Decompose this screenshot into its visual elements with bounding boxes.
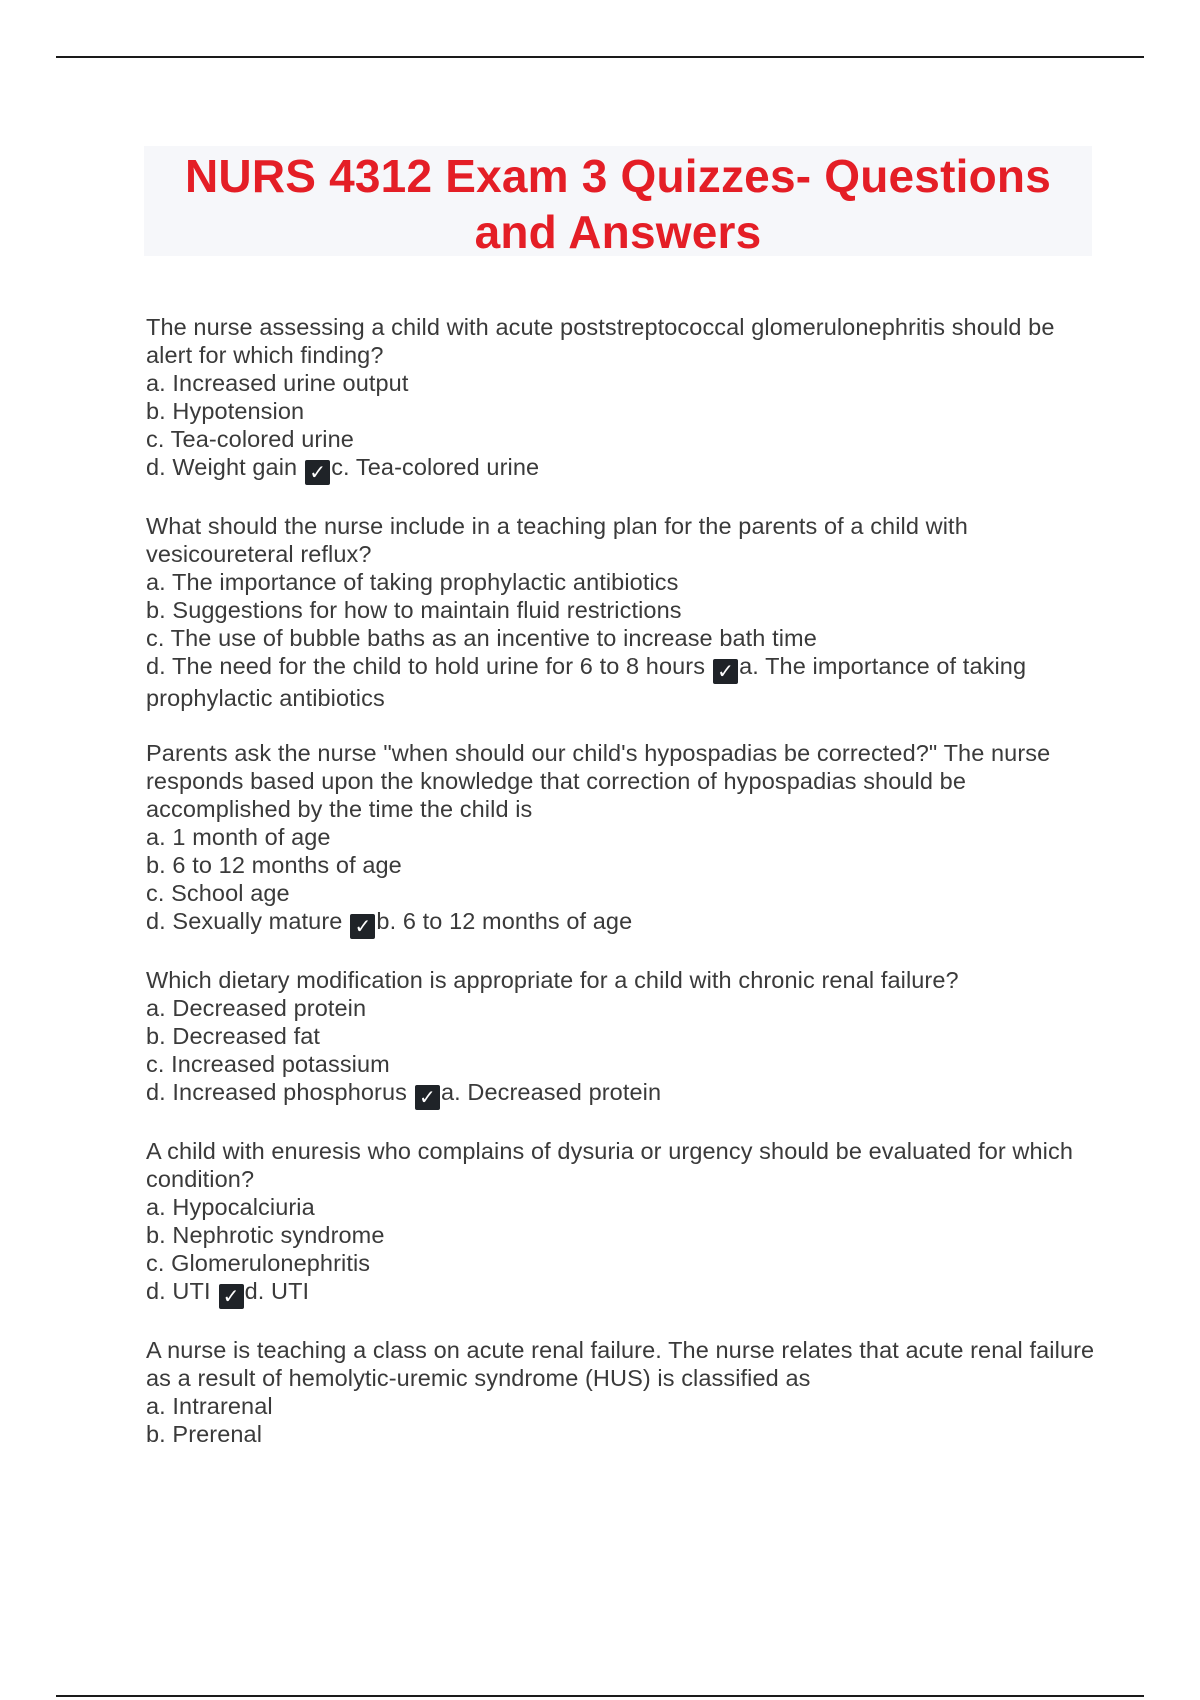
bottom-rule	[56, 1695, 1144, 1697]
question-block	[146, 1137, 1106, 1309]
option: a. 1 month of age	[146, 824, 331, 850]
answer: a. Decreased protein	[440, 1079, 662, 1105]
option: a. Decreased protein	[146, 995, 367, 1021]
questions-list	[146, 313, 1106, 1475]
option-last-with-answer	[146, 453, 1106, 485]
question-text: Which dietary modification is appropriate for a child with chronic renal failure?	[146, 967, 959, 993]
option: b. Nephrotic syndrome	[146, 1222, 385, 1248]
option: c. The use of bubble baths as an incentive to increase bath time	[146, 625, 817, 651]
option: c. Glomerulonephritis	[146, 1250, 371, 1276]
question-text: A child with enuresis who complains of dysuria or urgency should be evaluated for which condition?	[146, 1138, 1074, 1192]
page-title: NURS 4312 Exam 3 Quizzes- Questions and Answers	[185, 150, 1051, 258]
option: c. Increased potassium	[146, 1051, 390, 1077]
option: d. Sexually mature	[146, 908, 343, 934]
checkmark-icon: ✓	[713, 659, 738, 684]
answer: a. The importance of taking prophylactic antibiotics	[146, 653, 1027, 711]
option: b. Prerenal	[146, 1421, 263, 1447]
option: c. Tea-colored urine	[146, 426, 354, 452]
option-last-with-answer	[146, 1277, 1106, 1309]
option: b. Hypotension	[146, 398, 305, 424]
option-last-with-answer	[146, 907, 1106, 939]
checkmark-icon: ✓	[350, 914, 375, 939]
option: d. Weight gain	[146, 454, 298, 480]
answer: d. UTI	[244, 1278, 310, 1304]
checkmark-icon: ✓	[415, 1085, 440, 1110]
option: a. Hypocalciuria	[146, 1194, 315, 1220]
option: d. The need for the child to hold urine for 6 to 8 hours	[146, 653, 706, 679]
option-last-with-answer	[146, 652, 1106, 712]
question-block	[146, 313, 1106, 485]
option: a. Increased urine output	[146, 370, 409, 396]
option: b. 6 to 12 months of age	[146, 852, 402, 878]
option: a. The importance of taking prophylactic antibiotics	[146, 569, 679, 595]
answer: b. 6 to 12 months of age	[376, 908, 633, 934]
option: d. UTI	[146, 1278, 211, 1304]
checkmark-icon: ✓	[219, 1284, 244, 1309]
option: d. Increased phosphorus	[146, 1079, 407, 1105]
question-block	[146, 966, 1106, 1110]
title-banner	[144, 146, 1092, 256]
question-text: What should the nurse include in a teaching plan for the parents of a child with vesicoureteral reflux?	[146, 513, 968, 567]
option: c. School age	[146, 880, 290, 906]
option-last-with-answer	[146, 1078, 1106, 1110]
top-rule	[56, 56, 1144, 58]
option: b. Decreased fat	[146, 1023, 321, 1049]
option: a. Intrarenal	[146, 1393, 273, 1419]
question-block	[146, 1336, 1106, 1448]
question-text: The nurse assessing a child with acute poststreptococcal glomerulonephritis should be alert for which finding?	[146, 314, 1055, 368]
checkmark-icon: ✓	[305, 460, 330, 485]
question-block	[146, 739, 1106, 939]
option: b. Suggestions for how to maintain fluid restrictions	[146, 597, 682, 623]
question-text: A nurse is teaching a class on acute renal failure. The nurse relates that acute renal failure as a result of hemolytic-uremic syndrome (HUS) is classified as	[146, 1337, 1095, 1391]
answer: c. Tea-colored urine	[331, 454, 540, 480]
question-text: Parents ask the nurse "when should our child's hypospadias be corrected?" The nurse responds based upon the knowledge that correction of hypospadias should be accomplished by the time the child is	[146, 740, 1051, 822]
question-block	[146, 512, 1106, 712]
